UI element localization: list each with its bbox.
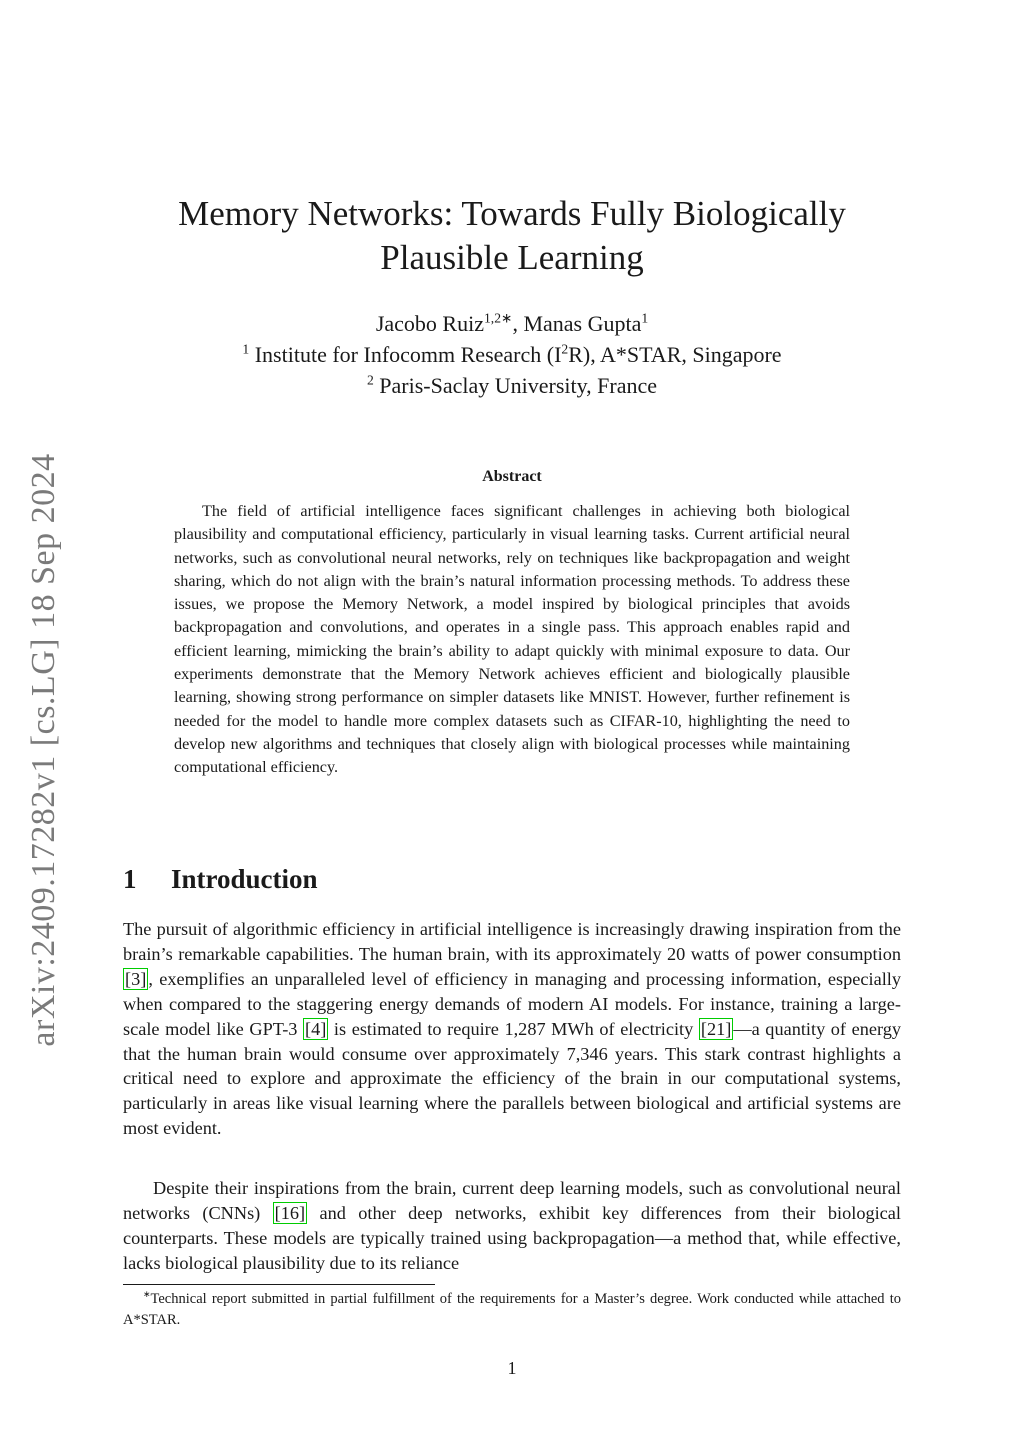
section-heading bbox=[123, 862, 318, 896]
footnote-divider bbox=[123, 1284, 435, 1285]
section-title: Introduction bbox=[171, 864, 318, 894]
footnote: ∗Technical report submitted in partial fulfillment of the requirements for a Master’s degree. Work conducted while attached to A*STAR. bbox=[123, 1289, 901, 1328]
affiliation-2: $^2$ Paris-Saclay University, France bbox=[366, 372, 658, 398]
author-1-footnote-mark: ∗ bbox=[501, 310, 513, 326]
intro-paragraph-2: Despite their inspirations from the brain, current deep learning models, such as convolutional neural networks (CNNs) [16] and other deep networks, exhibit key differences from their biological counterparts. These models are typically trained using backpropagation—a method that, while effective, lacks biological plausibility due to its reliance bbox=[123, 1178, 901, 1273]
author-1: Jacobo Ruiz bbox=[375, 311, 484, 336]
author-separator: , bbox=[512, 311, 524, 336]
author-1-affiliation: 1,2∗ bbox=[483, 310, 513, 326]
citation-link[interactable]: [4] bbox=[305, 1018, 327, 1039]
citation-link[interactable]: [21] bbox=[700, 1018, 732, 1039]
intro-paragraph-1: The pursuit of algorithmic efficiency in artificial intelligence is increasingly drawing inspiration from the brain’s remarkable capabilities. The human brain, with its approximately 20 watts of power consumption [3] , exemplifies an unparalleled level of efficiency in managing and processing information, especially when compared to the staggering energy demands of modern AI models. For instance, training a large-scale model like GPT-3 [4] is estimated to require 1,287 MWh of electricity [21] —a quantity of energy that the human brain would consume over approximately 7,346 years. This stark contrast highlights a critical need to explore and approximate the efficiency of the brain in our computational systems, particularly in areas like visual learning where the parallels between biological and artificial systems are most evident. bbox=[123, 919, 901, 1139]
author-2: Manas Gupta bbox=[523, 311, 642, 336]
author-line bbox=[0, 308, 1024, 339]
author-2-affiliation: 1 bbox=[641, 310, 649, 326]
abstract-text: The field of artificial intelligence faces significant challenges in achieving both biological plausibility and computational efficiency, particularly in visual learning tasks. Current artificial neural networks, such as convolutional neural networks, rely on techniques like backpropagation and weight sharing, which do not align with the brain’s natural information processing methods. To address these issues, we propose the Memory Network, a model inspired by biological principles that avoids backpropagation and convolutions, and operates in a single pass. This approach enables rapid and efficient learning, mimicking the brain’s ability to adapt quickly with minimal exposure to data. Our experiments demonstrate that the Memory Network achieves efficient and biologically plausible learning, showing strong performance on simpler datasets like MNIST. However, further refinement is needed for the model to handle more complex datasets such as CIFAR-10, highlighting the need to develop new algorithms and techniques that closely align with biological processes while maintaining computational efficiency. bbox=[174, 502, 850, 777]
footnote-mark: ∗ bbox=[143, 1289, 151, 1300]
author-block bbox=[0, 308, 1024, 401]
abstract-heading: Abstract bbox=[482, 468, 542, 485]
title-line-1: Memory Networks: Towards Fully Biologically bbox=[178, 194, 846, 233]
citation-link[interactable]: [16] bbox=[274, 1202, 306, 1223]
title-line-2: Plausible Learning bbox=[380, 238, 644, 277]
citation-link[interactable]: [3] bbox=[125, 968, 147, 989]
section-number: 1 bbox=[123, 864, 137, 894]
paper-title bbox=[0, 192, 1024, 280]
page-number: 1 bbox=[507, 1358, 517, 1378]
arxiv-identifier: arXiv:2409.17282v1 [cs.LG] 18 Sep 2024 bbox=[25, 453, 62, 1047]
affiliation-1: $^1$ Institute for Infocomm Research $(I^2R)$, A*STAR, Singapore bbox=[242, 341, 782, 367]
